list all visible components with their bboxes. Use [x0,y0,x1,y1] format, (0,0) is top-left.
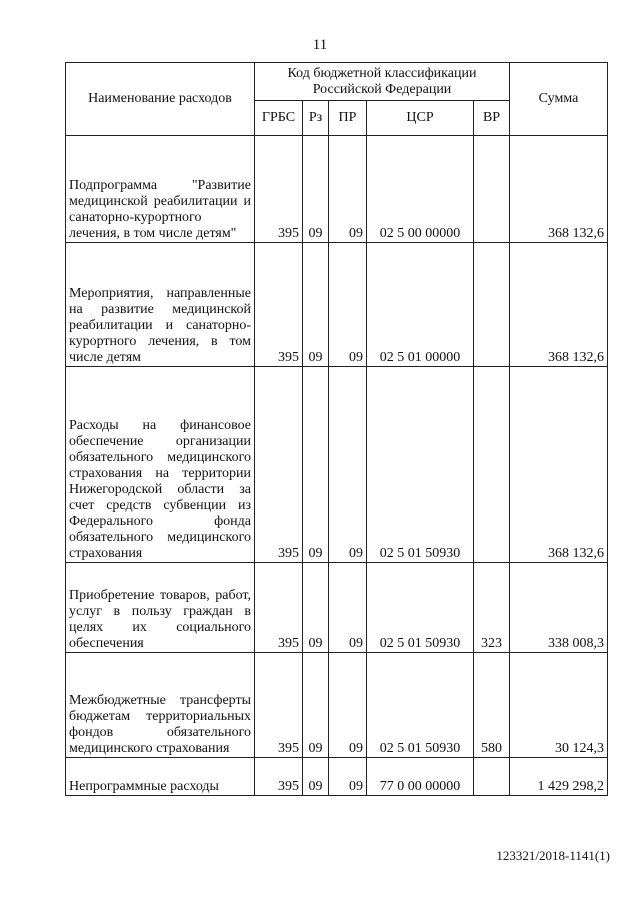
budget-table [65,62,608,796]
row-pr: 09 [329,653,367,758]
row-grbs: 395 [255,653,303,758]
row-vr [474,136,510,243]
row-name: Непрограммные расходы [66,758,255,796]
row-csr: 02 5 01 50930 [367,563,474,653]
row-name: Приобретение товаров, работ, услуг в пользу граждан в целях их социального обеспечения [66,563,255,653]
row-rz: 09 [303,367,329,563]
header-pr: ПР [329,101,367,136]
row-pr: 09 [329,758,367,796]
header-vr: ВР [474,101,510,136]
row-sum: 338 008,3 [510,563,608,653]
row-grbs: 395 [255,136,303,243]
header-row-top [66,63,608,101]
row-name: Межбюджетные трансферты бюджетам территориальных фондов обязательного медицинского страхования [66,653,255,758]
row-sum: 368 132,6 [510,367,608,563]
row-vr [474,758,510,796]
row-sum: 368 132,6 [510,243,608,367]
table-row [66,758,608,796]
row-csr: 02 5 00 00000 [367,136,474,243]
page-number: 11 [312,37,328,53]
row-csr: 02 5 01 50930 [367,367,474,563]
row-name: Подпрограмма "Развитие медицинской реабилитации и санаторно-курортного лечения, в том числе детям" [66,136,255,243]
row-grbs: 395 [255,563,303,653]
row-vr: 323 [474,563,510,653]
header-name: Наименование расходов [66,63,255,136]
table-row [66,136,608,243]
table-row [66,653,608,758]
table-row [66,367,608,563]
row-grbs: 395 [255,367,303,563]
header-classification: Код бюджетной классификации Российской Федерации [255,63,510,101]
row-vr [474,243,510,367]
document-number: 123321/2018-1141(1) [496,848,610,863]
row-pr: 09 [329,367,367,563]
row-pr: 09 [329,243,367,367]
table-row [66,563,608,653]
row-rz: 09 [303,243,329,367]
row-rz: 09 [303,136,329,243]
row-rz: 09 [303,563,329,653]
row-rz: 09 [303,653,329,758]
table-row [66,243,608,367]
row-grbs: 395 [255,243,303,367]
row-sum: 30 124,3 [510,653,608,758]
row-csr: 02 5 01 50930 [367,653,474,758]
row-rz: 09 [303,758,329,796]
row-pr: 09 [329,136,367,243]
row-csr: 77 0 00 00000 [367,758,474,796]
row-vr [474,367,510,563]
row-name: Мероприятия, направленные на развитие медицинской реабилитации и санаторно-курортного лечения, в том числе детям [66,243,255,367]
header-sum: Сумма [510,63,608,136]
header-grbs: ГРБС [255,101,303,136]
row-name: Расходы на финансовое обеспечение организации обязательного медицинского страхования на территории Нижегородской области за счет средств субвенции из Федерального фонда обязательного медицинского страхования [66,367,255,563]
row-csr: 02 5 01 00000 [367,243,474,367]
row-vr: 580 [474,653,510,758]
row-grbs: 395 [255,758,303,796]
row-sum: 368 132,6 [510,136,608,243]
header-csr: ЦСР [367,101,474,136]
row-sum: 1 429 298,2 [510,758,608,796]
row-pr: 09 [329,563,367,653]
header-rz: Рз [303,101,329,136]
